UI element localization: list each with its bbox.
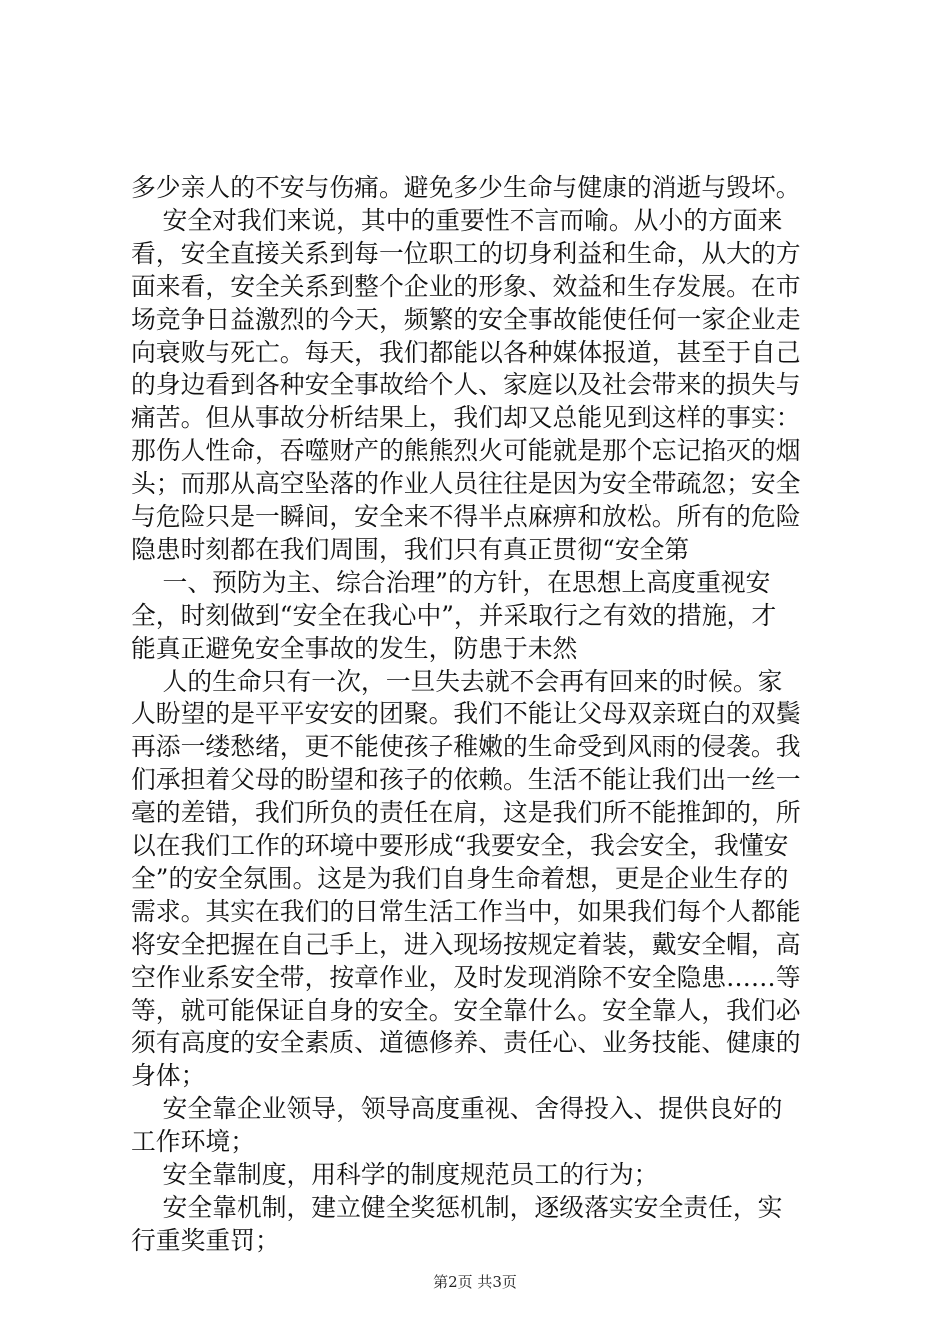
text-line: 能真正避免安全事故的发生，防患于未然 bbox=[131, 634, 578, 663]
text-line: 向衰败与死亡。每天，我们都能以各种媒体报道，甚至于自己 bbox=[131, 338, 801, 367]
text-line: 的身边看到各种安全事故给个人、家庭以及社会带来的损失与 bbox=[131, 370, 801, 399]
text-line: 与危险只是一瞬间，安全来不得半点麻痹和放松。所有的危险 bbox=[131, 502, 801, 531]
text-line: 将安全把握在自己手上，进入现场按规定着装，戴安全帽，高 bbox=[131, 930, 801, 959]
text-line: 安全靠企业领导，领导高度重视、舍得投入、提供良好的 bbox=[131, 1094, 783, 1123]
text-line: 那伤人性命，吞噬财产的熊熊烈火可能就是那个忘记掐灭的烟 bbox=[131, 436, 801, 465]
text-line: 多少亲人的不安与伤痛。避免多少生命与健康的消逝与毁坏。 bbox=[131, 173, 801, 202]
text-line: 空作业系安全带，按章作业，及时发现消除不安全隐患……等 bbox=[131, 963, 801, 992]
text-line: 头；而那从高空坠落的作业人员往往是因为安全带疏忽；安全 bbox=[131, 469, 801, 498]
text-line: 工作环境； bbox=[131, 1127, 255, 1156]
text-line: 以在我们工作的环境中要形成“我要安全，我会安全，我懂安 bbox=[131, 831, 789, 860]
text-line: 安全对我们来说，其中的重要性不言而喻。从小的方面来 bbox=[131, 206, 783, 235]
text-line: 一、预防为主、综合治理”的方针，在思想上高度重视安 bbox=[131, 568, 771, 597]
text-line: 再添一缕愁绪，更不能使孩子稚嫩的生命受到风雨的侵袭。我 bbox=[131, 732, 801, 761]
text-line: 等，就可能保证自身的安全。安全靠什么。安全靠人，我们必 bbox=[131, 996, 801, 1025]
text-line: 痛苦。但从事故分析结果上，我们却又总能见到这样的事实： bbox=[131, 403, 801, 432]
text-line: 隐患时刻都在我们周围，我们只有真正贯彻“安全第 bbox=[131, 535, 690, 564]
text-line: 们承担着父母的盼望和孩子的依赖。生活不能让我们出一丝一 bbox=[131, 765, 801, 794]
text-line: 场竞争日益激烈的今天，频繁的安全事故能使任何一家企业走 bbox=[131, 305, 801, 334]
text-line: 安全靠制度，用科学的制度规范员工的行为； bbox=[131, 1160, 659, 1189]
text-line: 行重奖重罚； bbox=[131, 1226, 280, 1255]
text-line: 全，时刻做到“安全在我心中”，并采取行之有效的措施，才 bbox=[131, 601, 777, 630]
text-line: 人的生命只有一次，一旦失去就不会再有回来的时候。家 bbox=[131, 667, 783, 696]
text-line: 安全靠机制，建立健全奖惩机制，逐级落实安全责任，实 bbox=[131, 1193, 783, 1222]
text-line: 毫的差错，我们所负的责任在肩，这是我们所不能推卸的，所 bbox=[131, 798, 801, 827]
text-line: 人盼望的是平平安安的团聚。我们不能让父母双亲斑白的双鬓 bbox=[131, 699, 801, 728]
text-line: 全”的安全氛围。这是为我们自身生命着想，更是企业生存的 bbox=[131, 864, 789, 893]
text-line: 看，安全直接关系到每一位职工的切身利益和生命，从大的方 bbox=[131, 239, 801, 268]
text-line: 面来看，安全关系到整个企业的形象、效益和生存发展。在市 bbox=[131, 272, 801, 301]
page-footer: 第2页 共3页 bbox=[433, 1273, 517, 1291]
text-line: 身体； bbox=[131, 1061, 206, 1090]
text-line: 需求。其实在我们的日常生活工作当中，如果我们每个人都能 bbox=[131, 897, 801, 926]
text-line: 须有高度的安全素质、道德修养、责任心、业务技能、健康的 bbox=[131, 1028, 801, 1057]
